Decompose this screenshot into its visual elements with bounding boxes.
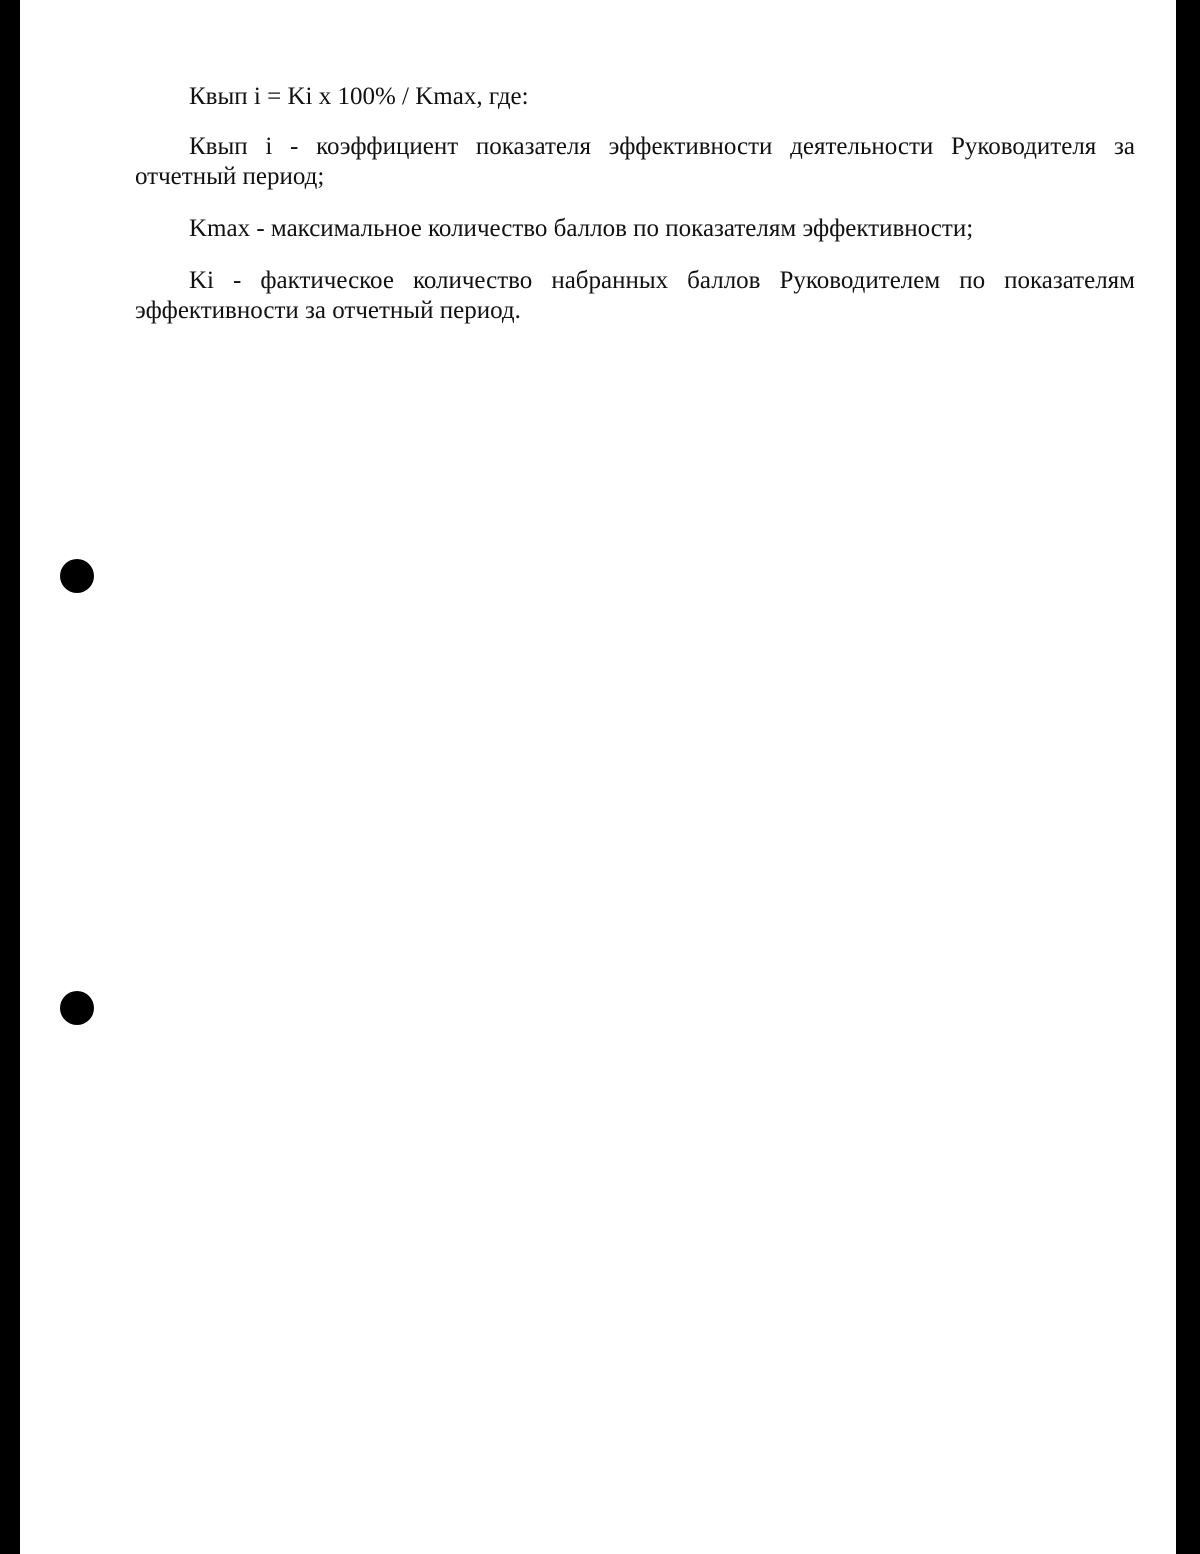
definition-kmax: Kmax - максимальное количество баллов по показателям эффективности; [189, 215, 974, 242]
definition-ki: Ki - фактическое количество набранных баллов Руководителем по показателям эффективности за отчетный период. [135, 267, 1135, 324]
scan-border-right [1176, 0, 1200, 1554]
punch-hole-bottom [60, 991, 94, 1025]
formula-line: Квып i = Ki x 100% / Kmax, где: [189, 83, 529, 110]
definition-kvyp: Квып i - коэффициент показателя эффективности деятельности Руководителя за отчетный период; [135, 133, 1135, 190]
document-page [20, 0, 1176, 1554]
punch-hole-top [60, 559, 94, 593]
document-body [135, 82, 1135, 348]
scan-border-left [0, 0, 20, 1554]
